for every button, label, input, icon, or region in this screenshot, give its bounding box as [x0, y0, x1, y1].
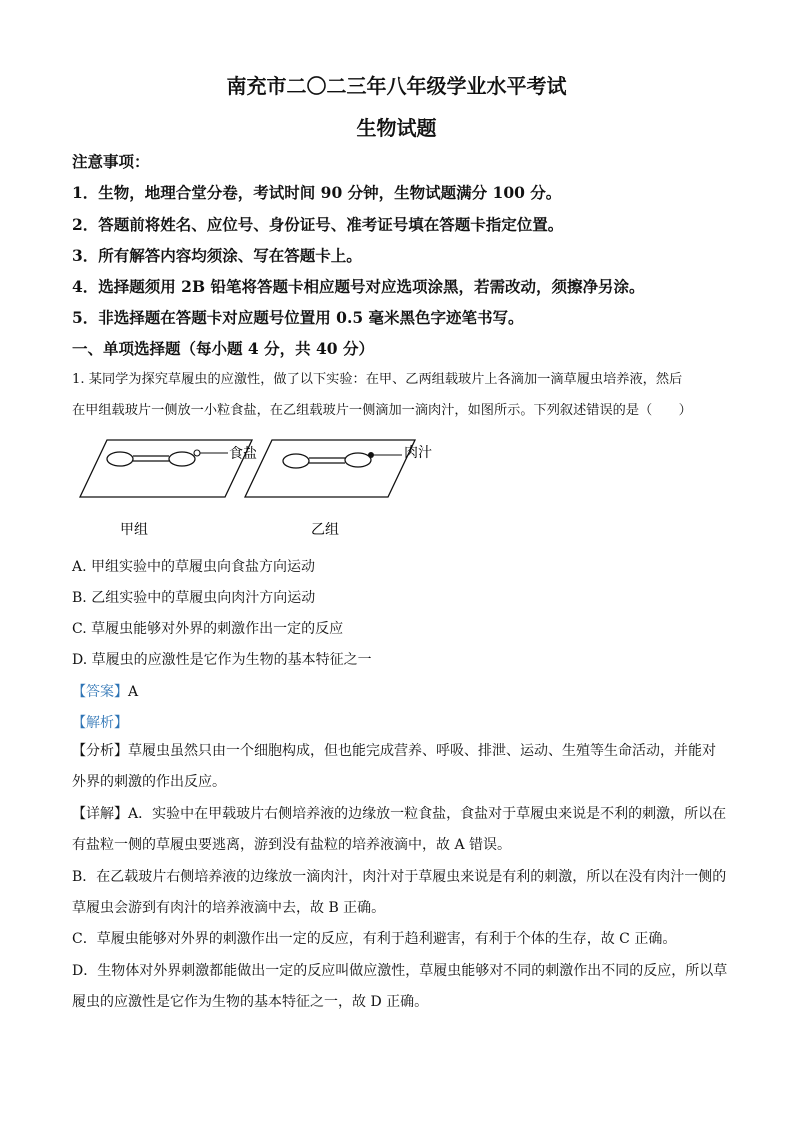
question-line-2: 在甲组载玻片一侧放一小粒食盐，在乙组载玻片一侧滴加一滴肉汁，如图所示。下列叙述错误的是（ ） [72, 403, 692, 418]
label-group-a: 甲组 [120, 522, 148, 538]
xiangjie-tag: 【详解】 [72, 806, 128, 822]
xiangjie-c-block [72, 924, 724, 955]
xiangjie-c-line: C．草履虫能够对外界的刺激作出一定的反应，有利于趋利避害，有利于个体的生存，故 C 正确。 [72, 931, 677, 947]
xiangjie-d-block [72, 956, 728, 1018]
note-item-3: 3．所有解答内容均须涂、写在答题卡上。 [72, 246, 362, 265]
analysis-tag: 【解析】 [72, 715, 128, 731]
option-d: D. 草履虫的应激性是它作为生物的基本特征之一 [72, 652, 372, 668]
fenxi-tag: 【分析】 [72, 743, 128, 759]
answer-tag: 【答案】 [72, 684, 128, 700]
slide-group-b [245, 440, 415, 497]
note-item-2: 2．答题前将姓名、应位号、身份证号、准考证号填在答题卡指定位置。 [72, 215, 564, 234]
salt-grain [194, 450, 200, 456]
xiangjie-b-block [72, 862, 727, 924]
xiangjie-d-line-2: 履虫的应激性是它作为生物的基本特征之一，故 D 正确。 [72, 994, 429, 1010]
answer-line [72, 681, 138, 701]
xiangjie-a-block [72, 799, 727, 861]
xiangjie-b-line-1: B．在乙载玻片右侧培养液的边缘放一滴肉汁，肉汁对于草履虫来说是有利的刺激，所以在没有肉汁一侧的 [72, 869, 727, 885]
fenxi-line-2: 外界的刺激的作出反应。 [72, 774, 226, 790]
label-meat-juice: 肉汁 [404, 445, 432, 461]
xiangjie-d-line-1: D．生物体对外界刺激都能做出一定的反应叫做应激性，草履虫能够对不同的刺激作出不同的反应，所以草 [72, 963, 728, 979]
label-salt: 食盐 [229, 446, 257, 462]
note-item-5: 5．非选择题在答题卡对应题号位置用 0.5 毫米黑色字迹笔书写。 [72, 308, 524, 327]
option-b: B. 乙组实验中的草履虫向肉汁方向运动 [72, 590, 316, 606]
fenxi-line-1: 【分析】草履虫虽然只由一个细胞构成，但也能完成营养、呼吸、排泄、运动、生殖等生命活动，并能对 [72, 743, 716, 759]
exam-subtitle: 生物试题 [356, 116, 437, 140]
xiangjie-a-line-2: 有盐粒一侧的草履虫要逃离，游到没有盐粒的培养液滴中，故 A 错误。 [72, 837, 512, 853]
note-item-1: 1．生物，地理合堂分卷，考试时间 90 分钟，生物试题满分 100 分。 [72, 183, 562, 202]
exam-title: 南充市二〇二三年八年级学业水平考试 [226, 74, 567, 98]
option-a: A. 甲组实验中的草履虫向食盐方向运动 [72, 559, 316, 575]
fenxi-block [72, 736, 724, 798]
drop-left-b [283, 454, 309, 468]
label-group-b: 乙组 [311, 522, 339, 538]
meat-juice-drop [368, 452, 374, 458]
drop-right-b [345, 453, 371, 467]
slide-group-a [80, 440, 252, 497]
note-item-4: 4．选择题须用 2B 铅笔将答题卡相应题号对应选项涂黑，若需改动，须擦净另涂。 [72, 277, 645, 296]
notes-heading: 注意事项： [72, 152, 150, 171]
analysis-tag-line [72, 712, 128, 732]
xiangjie-b-line-2: 草履虫会游到有肉汁的培养液滴中去，故 B 正确。 [72, 900, 386, 916]
drop-left-a [107, 452, 133, 466]
question-line-1: 1. 某同学为探究草履虫的应激性，做了以下实验：在甲、乙两组载玻片上各滴加一滴草履虫培养液，然后 [72, 372, 683, 387]
answer-value: A [128, 684, 139, 700]
option-c: C. 草履虫能够对外界的刺激作出一定的反应 [72, 621, 344, 637]
section-heading: 一、单项选择题（每小题 4 分，共 40 分） [72, 339, 374, 358]
xiangjie-a-line-1: 【详解】A．实验中在甲载玻片右侧培养液的边缘放一粒食盐，食盐对于草履虫来说是不利的刺激，所以在 [72, 806, 727, 822]
drop-right-a [169, 452, 195, 466]
